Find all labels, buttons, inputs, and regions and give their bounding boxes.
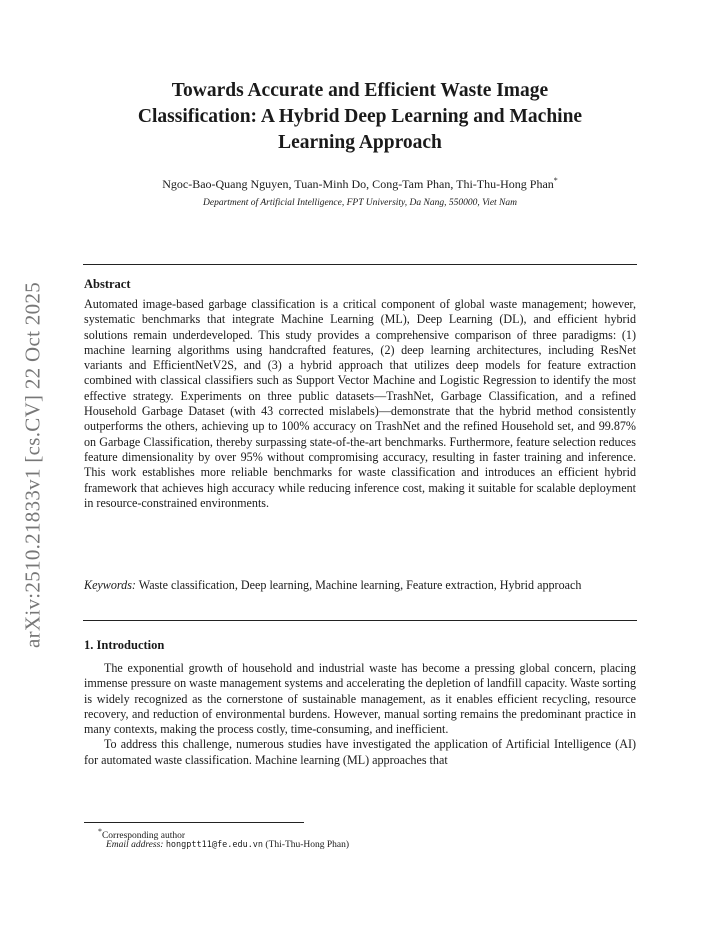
- title-line: Classification: A Hybrid Deep Learning and Machine: [137, 106, 583, 127]
- introduction-body: [84, 661, 636, 768]
- abstract-heading: Abstract: [84, 277, 131, 291]
- section-heading-introduction: 1. Introduction: [84, 638, 165, 652]
- arxiv-stamp: arXiv:2510.21833v1 [cs.CV] 22 Oct 2025: [20, 281, 45, 649]
- keywords-label: Keywords:: [84, 578, 136, 592]
- email-address[interactable]: hongptt11@fe.edu.vn: [165, 840, 264, 850]
- footnote-divider: [84, 822, 304, 823]
- paper-title: [80, 78, 640, 156]
- title-line: Towards Accurate and Efficient Waste Image: [171, 80, 549, 101]
- email-label: Email address:: [106, 840, 164, 850]
- paragraph: The exponential growth of household and industrial waste has become a pressing global concern, placing immense pressure on waste management systems and accelerating the depletion of landfill capacity. Waste sorting is widely recognized as the cornerstone of sustainable management, as it enables efficient recycling, resource recovery, and reduction of environmental burdens. However, manual sorting remains the predominant practice in many contexts, making the process costly, time-consuming, and inefficient.: [84, 661, 636, 737]
- footnote-email: [106, 839, 349, 852]
- paragraph: To address this challenge, numerous studies have investigated the application of Artificial Intelligence (AI) for automated waste classification. Machine learning (ML) approaches that: [84, 737, 636, 767]
- abstract-text: Automated image-based garbage classification is a critical component of global waste management; however, systematic benchmarks that integrate Machine Learning (ML), Deep Learning (DL), and efficient hybrid solutions remain underdeveloped. This study provides a comprehensive comparison of three paradigms: (1) machine learning algorithms using handcrafted features, (2) deep learning architectures, including ResNet variants and EfficientNetV2S, and (3) a hybrid approach that utilizes deep models for feature extraction combined with classical classifiers such as Support Vector Machine and Logistic Regression to identify the most effective strategy. Experiments on three public datasets—TrashNet, Garbage Classification, and a refined Household Garbage Dataset (with 43 corrected mislabels)—demonstrate that the hybrid method consistently outperforms the others, achieving up to 100% accuracy on TrashNet and the refined Household set, and 99.87% on Garbage Classification, thereby surpassing state-of-the-art benchmarks. Furthermore, feature selection reduces feature dimensionality by over 95% without compromising accuracy, resulting in faster training and inference. This work establishes more reliable benchmarks for waste classification and introduces an efficient hybrid framework that achieves high accuracy while reducing inference cost, making it suitable for scalable deployment in resource-constrained environments.: [84, 297, 636, 510]
- author-list: [80, 176, 640, 192]
- title-line: Learning Approach: [278, 132, 442, 153]
- email-owner: (Thi-Thu-Hong Phan): [265, 840, 350, 850]
- footnote-text: Corresponding author: [101, 831, 186, 842]
- affiliation: Department of Artificial Intelligence, FPT University, Da Nang, 550000, Viet Nam: [203, 198, 517, 208]
- footnote-mark: *: [98, 827, 102, 836]
- authors-text: Ngoc-Bao-Quang Nguyen, Tuan-Minh Do, Cong-Tam Phan, Thi-Thu-Hong Phan: [162, 177, 554, 191]
- divider: [83, 620, 637, 621]
- divider: [83, 264, 637, 265]
- corresponding-mark: *: [553, 176, 558, 185]
- keywords-text: Waste classification, Deep learning, Machine learning, Feature extraction, Hybrid approach: [138, 578, 582, 592]
- keywords: [84, 578, 636, 593]
